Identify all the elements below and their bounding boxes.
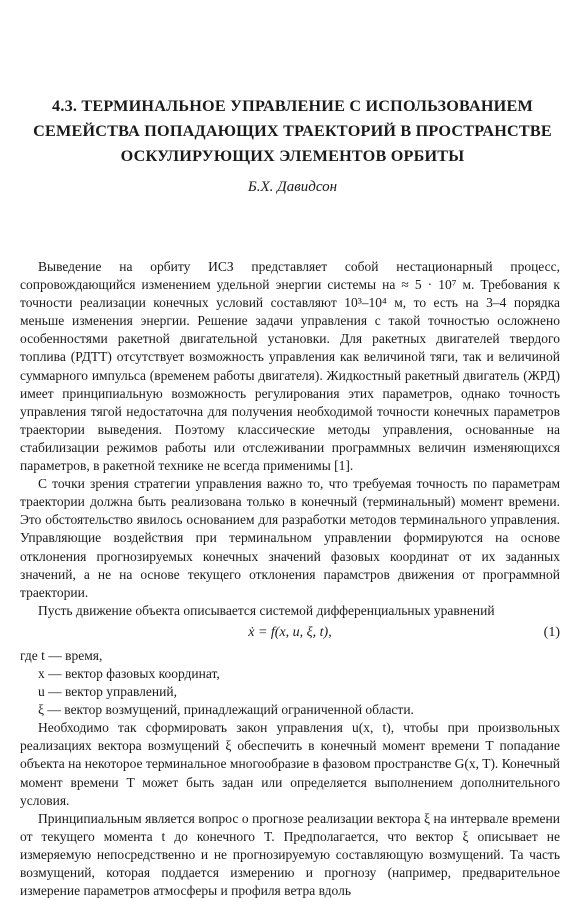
title-line: ОСКУЛИРУЮЩИХ ЭЛЕМЕНТОВ ОРБИТЫ — [120, 147, 465, 165]
paragraph: Принципиальным является вопрос о прогнозе реализации вектора ξ на интервале времени от текущего момента t до конечного T. Предполагается, что вектор ξ описывает не измеряемую непосредственно и не прогнозируемую составляющую возмущений. Та часть возмущений, которая поддается измерению и прогнозу (например, предварительное измерение параметров атмосферы и профиля ветра вдоль — [20, 810, 560, 899]
equation-block — [20, 622, 560, 644]
equation: ẋ = f(x, u, ξ, t), — [248, 624, 332, 640]
paragraph: Выведение на орбиту ИСЗ представляет собой нестационарный процесс, сопровождающийся изменением удельной энергии системы на ≈ 5 · 10⁷ м. Требования к точности реализации конечных условий составляют 10³–10⁴ м, то есть на 3–4 порядка меньше изменения энергии. Решение задачи управления с такой точностью осложнено особенностями ракетной двигательной установки. Для ракетных двигателей твердого топлива (РДТТ) отсутствует возможность управления как величиной тяги, так и величиной суммарного импульса (временем работы двигателя). Жидкостный ракетный двигатель (ЖРД) имеет принципиальную возможность регулирования этих параметров, однако точность управления тягой недостаточна для получения необходимой точности конечных параметров траектории выведения. Поэтому классические методы управления, основанные на стабилизации режимов работы или отслеживании программных величин изменяющихся параметров, в ракетной технике не всегда применимы [1]. — [20, 259, 560, 474]
equation-number: (1) — [543, 624, 560, 640]
paragraph: С точки зрения стратегии управления важно то, что требуемая точность по параметрам траектории должна быть реализована только в конечный (терминальный) момент времени. Это обстоятельство явилось основанием для разработки методов терминального управления. Управляющие воздействия при терминальном управлении формируются на основе отклонения прогнозируемых конечных значений фазовых координат от их заданных значений, а не на основе текущего отклонения парамстров движения от программной траектории. — [20, 476, 560, 600]
title-line: СЕМЕЙСТВА ПОПАДАЮЩИХ ТРАЕКТОРИЙ В ПРОСТРАНСТВЕ — [33, 122, 552, 140]
paragraph: Необходимо так сформировать закон управления u(x, t), чтобы при произвольных реализациях вектора возмущений ξ обеспечить в конечный момент времени T попадание объекта на некоторое терминальное многообразие в фазовом пространстве G(x, T). Конечный момент времени T может быть задан или определяется выполнением дополнительного условия. — [20, 720, 560, 808]
author-name: Б.Х. Давидсон — [247, 179, 338, 195]
section-title — [30, 94, 555, 169]
definition-item: ξ — вектор возмущений, принадлежащий ограниченной области. — [38, 702, 414, 718]
body-text — [20, 258, 560, 900]
definition-intro: где t — время, — [20, 647, 103, 663]
definition-item: u — вектор управлений, — [38, 684, 177, 700]
definition-item: x — вектор фазовых координат, — [38, 665, 220, 681]
paragraph: Пусть движение объекта описывается системой дифференциальных уравнений — [38, 602, 495, 618]
title-line: 4.3. ТЕРМИНАЛЬНОЕ УПРАВЛЕНИЕ С ИСПОЛЬЗОВАНИЕМ — [52, 97, 533, 115]
